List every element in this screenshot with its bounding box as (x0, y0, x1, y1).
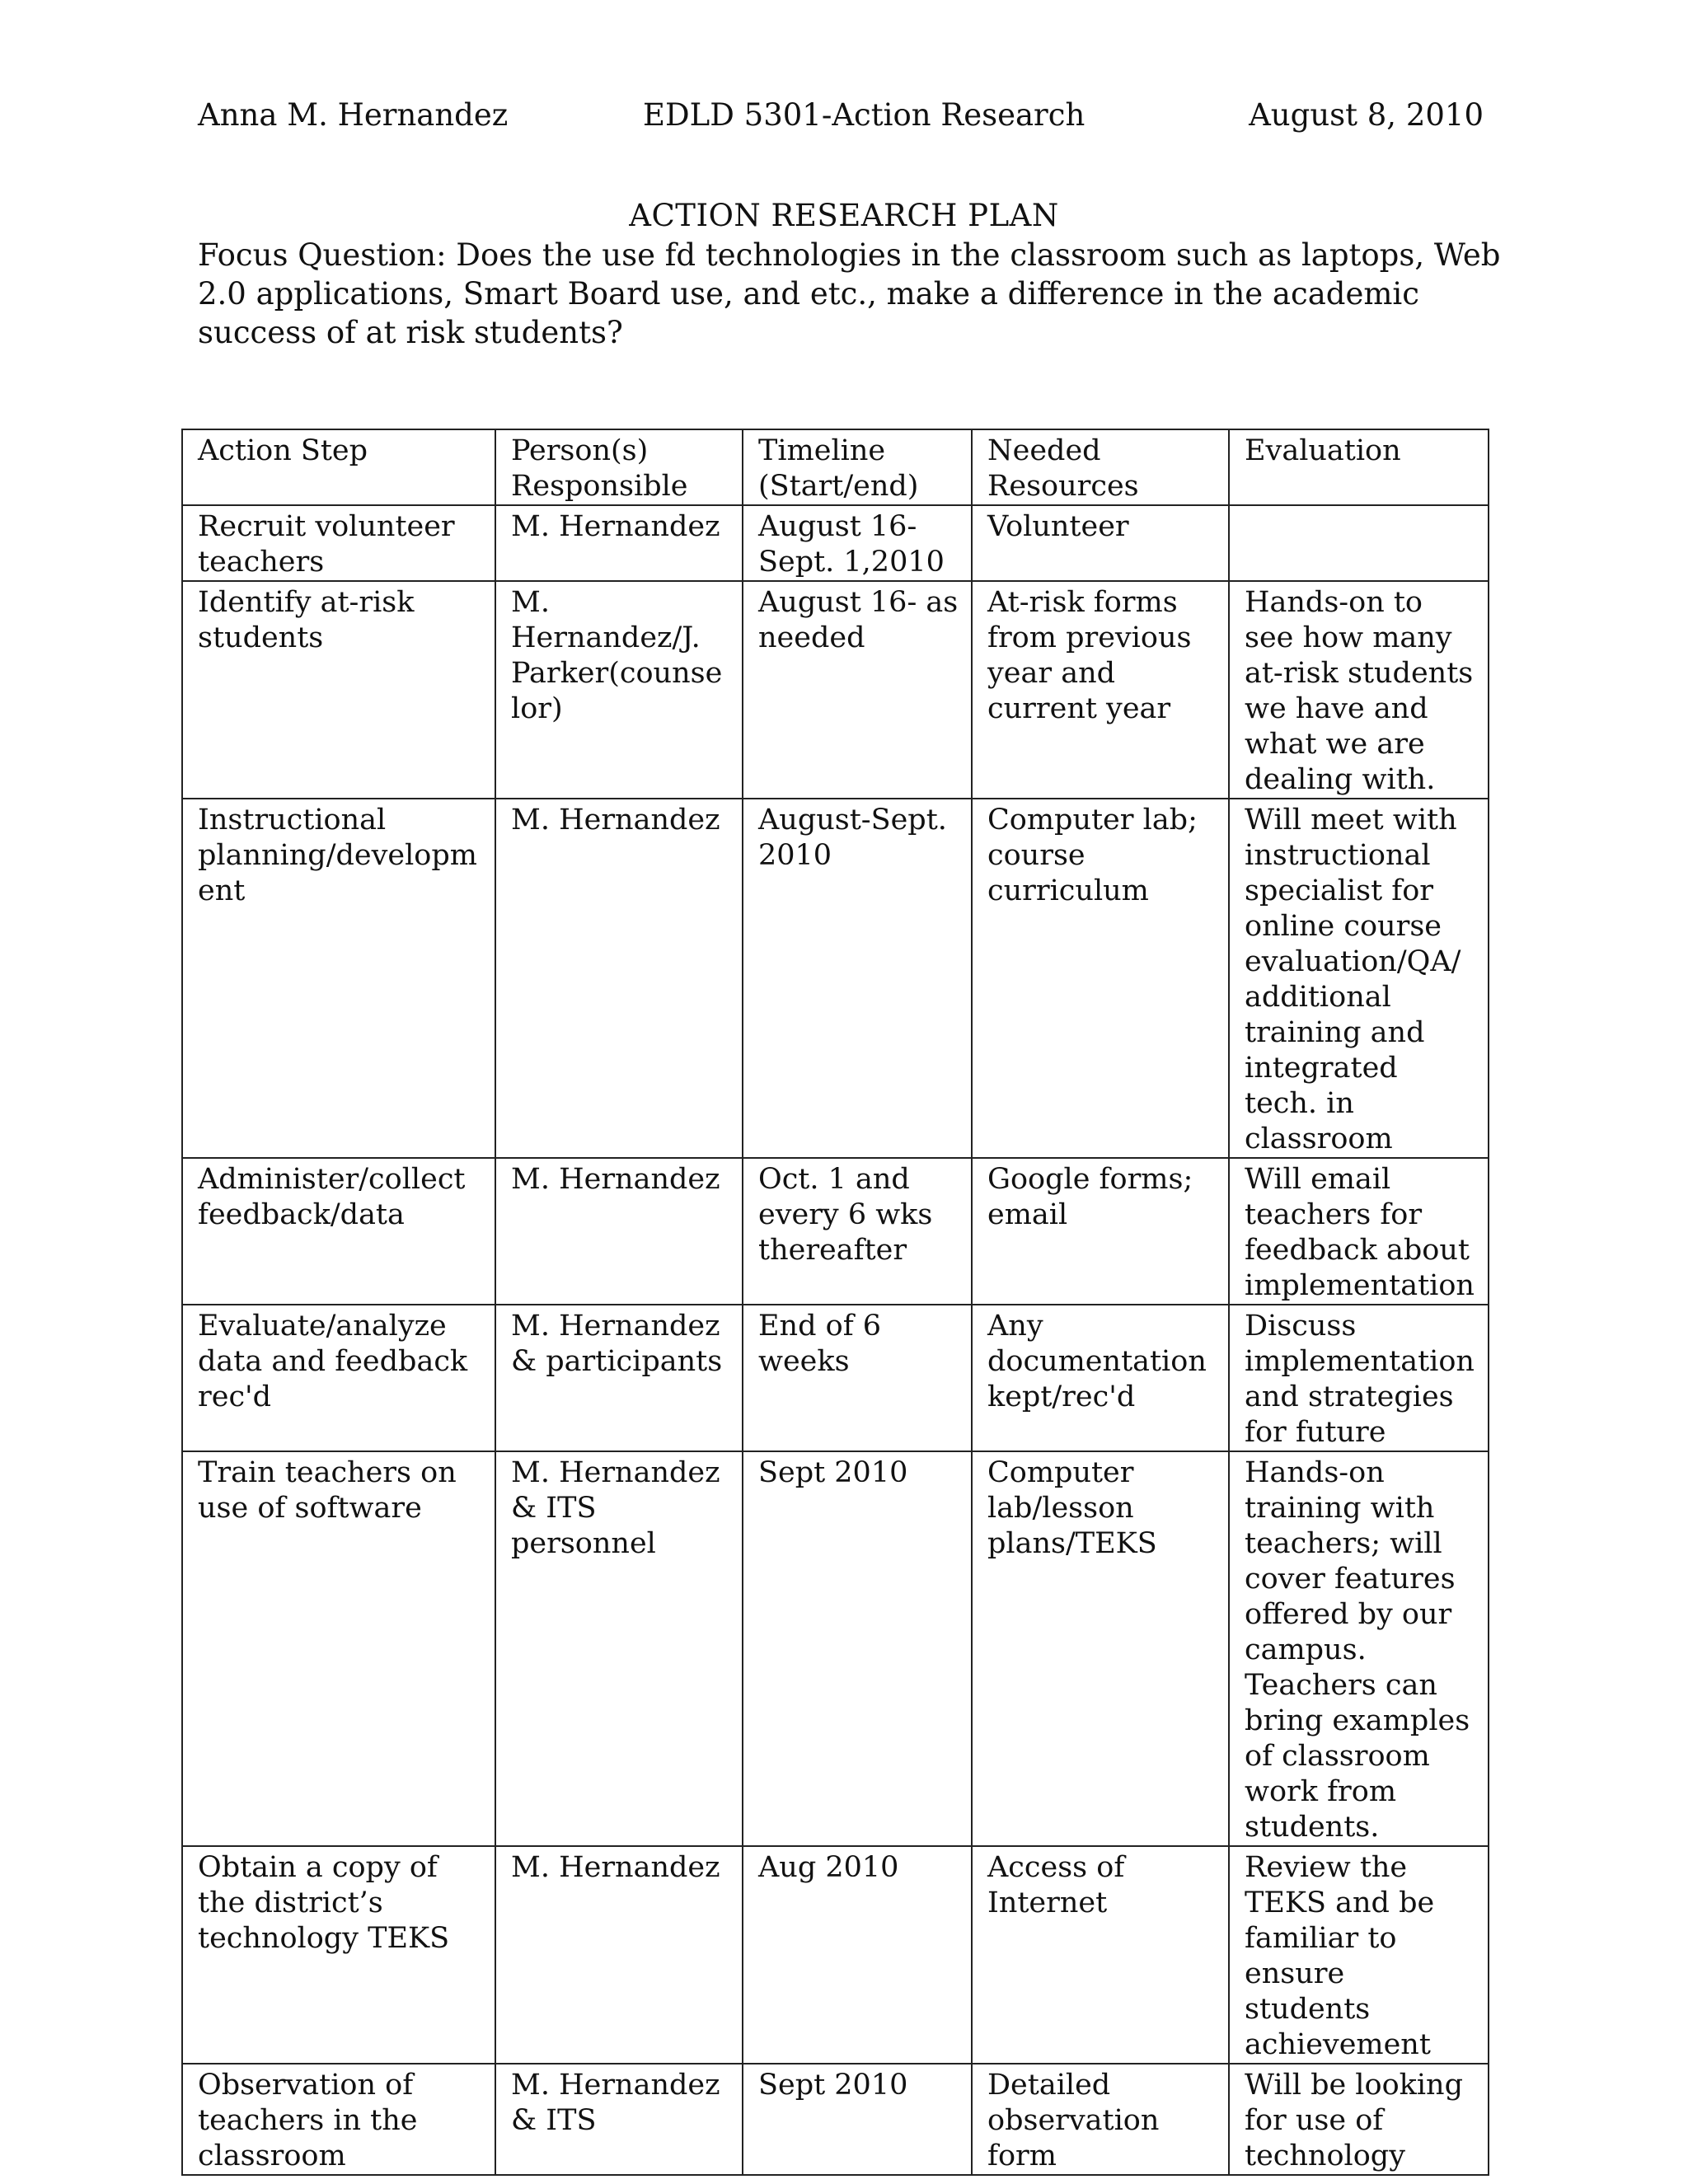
table-row (182, 1158, 1489, 1305)
cell-action-step: Train teachers on use of software (182, 1451, 495, 1846)
cell-evaluation: Will be looking for use of technology (1229, 2064, 1489, 2175)
cell-timeline: Oct. 1 and every 6 wks thereafter (743, 1158, 972, 1305)
cell-resources: Computer lab/lesson plans/TEKS (972, 1451, 1229, 1846)
table-row (182, 799, 1489, 1158)
cell-persons: M. Hernandez & participants (495, 1305, 743, 1451)
cell-resources: Volunteer (972, 505, 1229, 581)
cell-resources: At-risk forms from previous year and current year (972, 581, 1229, 799)
cell-evaluation: Hands-on to see how many at-risk students we have and what we are dealing with. (1229, 581, 1489, 799)
table-row (182, 581, 1489, 799)
cell-resources: Any documentation kept/rec'd (972, 1305, 1229, 1451)
cell-resources: Access of Internet (972, 1846, 1229, 2064)
cell-evaluation (1229, 505, 1489, 581)
cell-resources: Detailed observation form (972, 2064, 1229, 2175)
cell-persons: M. Hernandez (495, 1158, 743, 1305)
cell-persons: M. Hernandez/J. Parker(counselor) (495, 581, 743, 799)
cell-timeline: Aug 2010 (743, 1846, 972, 2064)
action-plan-table (181, 429, 1489, 2176)
table-row (182, 1451, 1489, 1846)
header-cell-evaluation: Evaluation (1229, 429, 1489, 505)
cell-evaluation: Will email teachers for feedback about implementation (1229, 1158, 1489, 1305)
table-row (182, 505, 1489, 581)
document-date: August 8, 2010 (1249, 97, 1484, 133)
table-row (182, 1846, 1489, 2064)
cell-timeline: August 16- as needed (743, 581, 972, 799)
course-title: EDLD 5301-Action Research (643, 97, 1085, 133)
plan-title: ACTION RESEARCH PLAN (629, 198, 1059, 233)
table-row (182, 1305, 1489, 1451)
cell-resources: Computer lab; course curriculum (972, 799, 1229, 1158)
page-header (198, 97, 1484, 147)
cell-persons: M. Hernandez (495, 1846, 743, 2064)
cell-persons: M. Hernandez & ITS personnel (495, 1451, 743, 1846)
header-cell-persons: Person(s) Responsible (495, 429, 743, 505)
cell-action-step: Obtain a copy of the district’s technology TEKS (182, 1846, 495, 2064)
focus-question: Focus Question: Does the use fd technologies in the classroom such as laptops, Web 2.0 applications, Smart Board use, and etc., make a difference in the academic success of at risk students? (198, 237, 1501, 350)
author-name: Anna M. Hernandez (198, 97, 509, 133)
cell-evaluation: Discuss implementation and strategies for future (1229, 1305, 1489, 1451)
cell-resources: Google forms; email (972, 1158, 1229, 1305)
cell-timeline: August 16- Sept. 1,2010 (743, 505, 972, 581)
cell-evaluation: Will meet with instructional specialist for online course evaluation/QA/additional training and integrated tech. in classroom (1229, 799, 1489, 1158)
cell-action-step: Evaluate/analyze data and feedback rec'd (182, 1305, 495, 1451)
cell-action-step: Instructional planning/development (182, 799, 495, 1158)
cell-persons: M. Hernandez (495, 505, 743, 581)
cell-persons: M. Hernandez & ITS (495, 2064, 743, 2175)
header-cell-timeline: Timeline (Start/end) (743, 429, 972, 505)
cell-timeline: Sept 2010 (743, 2064, 972, 2175)
cell-action-step: Identify at-risk students (182, 581, 495, 799)
cell-timeline: August-Sept. 2010 (743, 799, 972, 1158)
header-cell-action-step: Action Step (182, 429, 495, 505)
header-cell-resources: Needed Resources (972, 429, 1229, 505)
cell-evaluation: Review the TEKS and be familiar to ensure students achievement (1229, 1846, 1489, 2064)
cell-timeline: Sept 2010 (743, 1451, 972, 1846)
table-row (182, 2064, 1489, 2175)
cell-action-step: Administer/collect feedback/data (182, 1158, 495, 1305)
cell-action-step: Observation of teachers in the classroom (182, 2064, 495, 2175)
cell-action-step: Recruit volunteer teachers (182, 505, 495, 581)
cell-evaluation: Hands-on training with teachers; will cover features offered by our campus. Teachers can bring examples of classroom work from students. (1229, 1451, 1489, 1846)
cell-persons: M. Hernandez (495, 799, 743, 1158)
cell-timeline: End of 6 weeks (743, 1305, 972, 1451)
table-header-row (182, 429, 1489, 505)
